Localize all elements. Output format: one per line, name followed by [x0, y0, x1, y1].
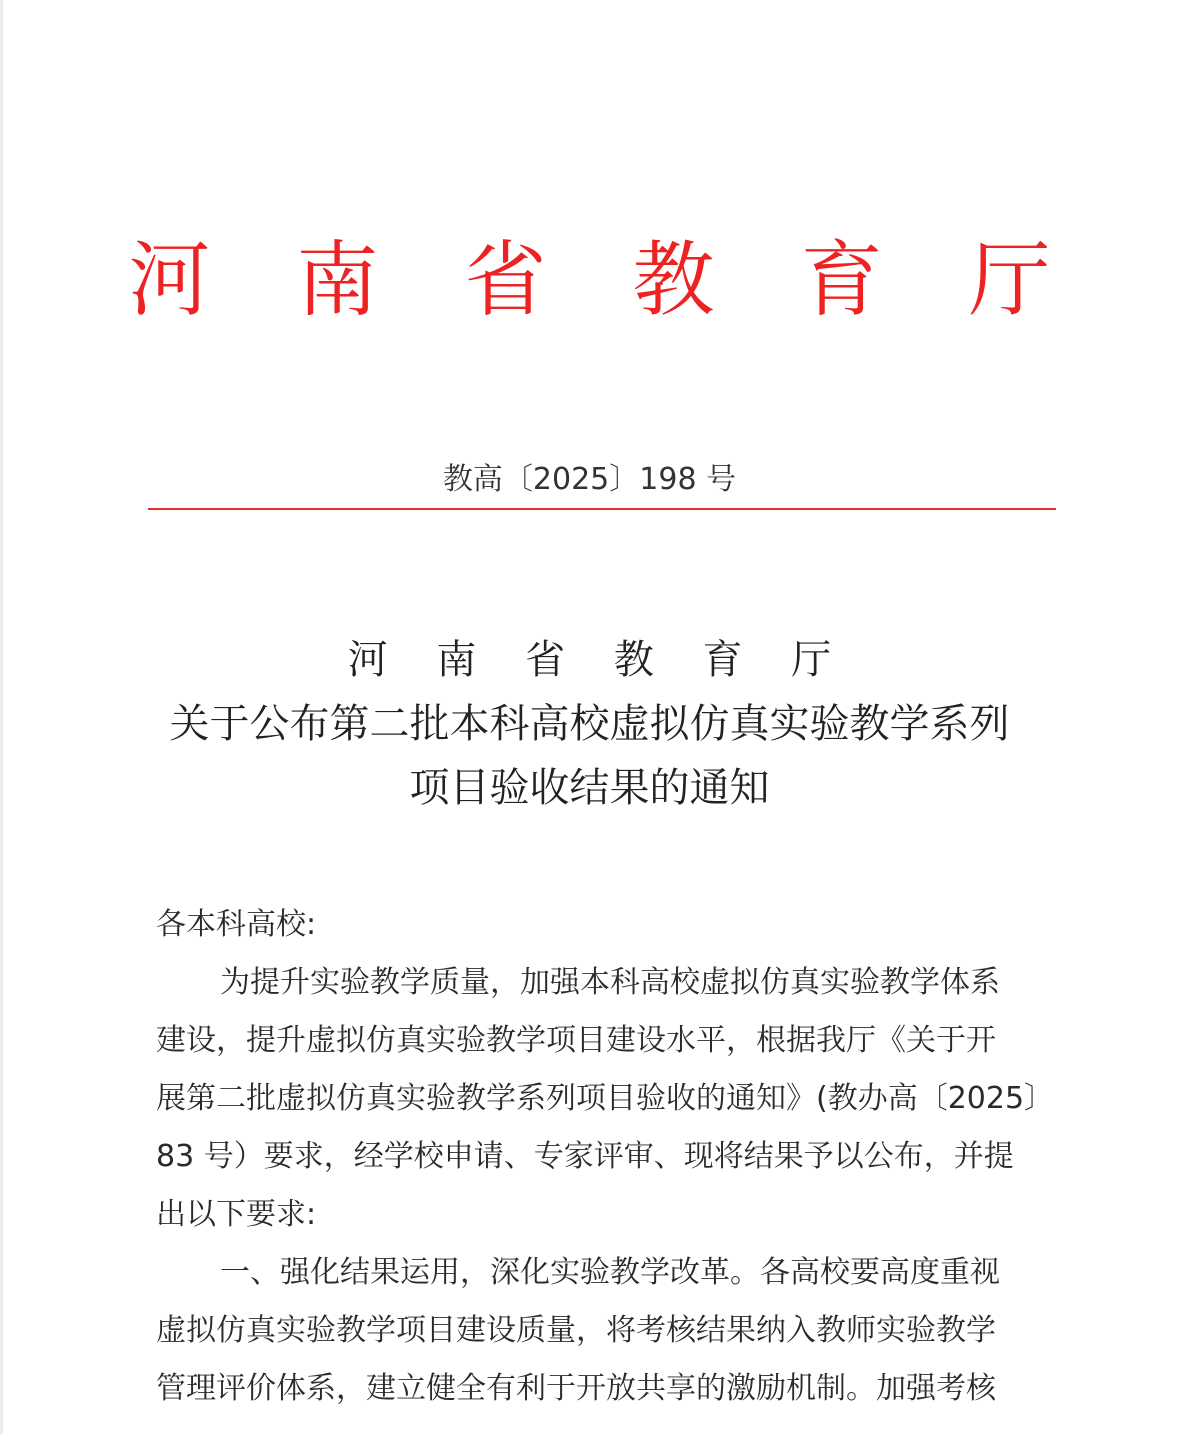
red-divider-line: [148, 508, 1056, 510]
notice-title: [0, 628, 1179, 820]
paragraph-line: 建设，提升虚拟仿真实验教学项目建设水平，根据我厅《关于开: [156, 1023, 996, 1058]
document-number: 教高〔2025〕198 号: [442, 462, 737, 497]
salutation: 各本科高校:: [156, 907, 317, 942]
title-subject-line: 关于公布第二批本科高校虚拟仿真实验教学系列: [169, 701, 1010, 747]
agency-red-header: 河 南 省 教 育 厅: [128, 233, 1081, 328]
paragraph-requirement-1: [156, 1244, 1062, 1418]
paragraph-line: 83 号）要求，经学校申请、专家评审、现将结果予以公布，并提: [156, 1139, 1014, 1174]
title-agency-line: 河 南 省 教 育 厅: [347, 637, 850, 683]
paragraph-line: 一、强化结果运用，深化实验教学改革。各高校要高度重视: [220, 1255, 1000, 1290]
paragraph-line: 管理评价体系，建立健全有利于开放共享的激励机制。加强考核: [156, 1371, 996, 1406]
paragraph-line: 虚拟仿真实验教学项目建设质量，将考核结果纳入教师实验教学: [156, 1313, 996, 1348]
paragraph-intro: [156, 954, 1062, 1244]
title-subject-line-2: 项目验收结果的通知: [409, 765, 770, 811]
paragraph-line: 出以下要求:: [156, 1197, 317, 1232]
paragraph-line: 为提升实验教学质量，加强本科高校虚拟仿真实验教学体系: [220, 965, 1000, 1000]
notice-body: [156, 896, 1062, 1418]
paragraph-line: 展第二批虚拟仿真实验教学系列项目验收的通知》(教办高〔2025〕: [156, 1081, 1055, 1116]
